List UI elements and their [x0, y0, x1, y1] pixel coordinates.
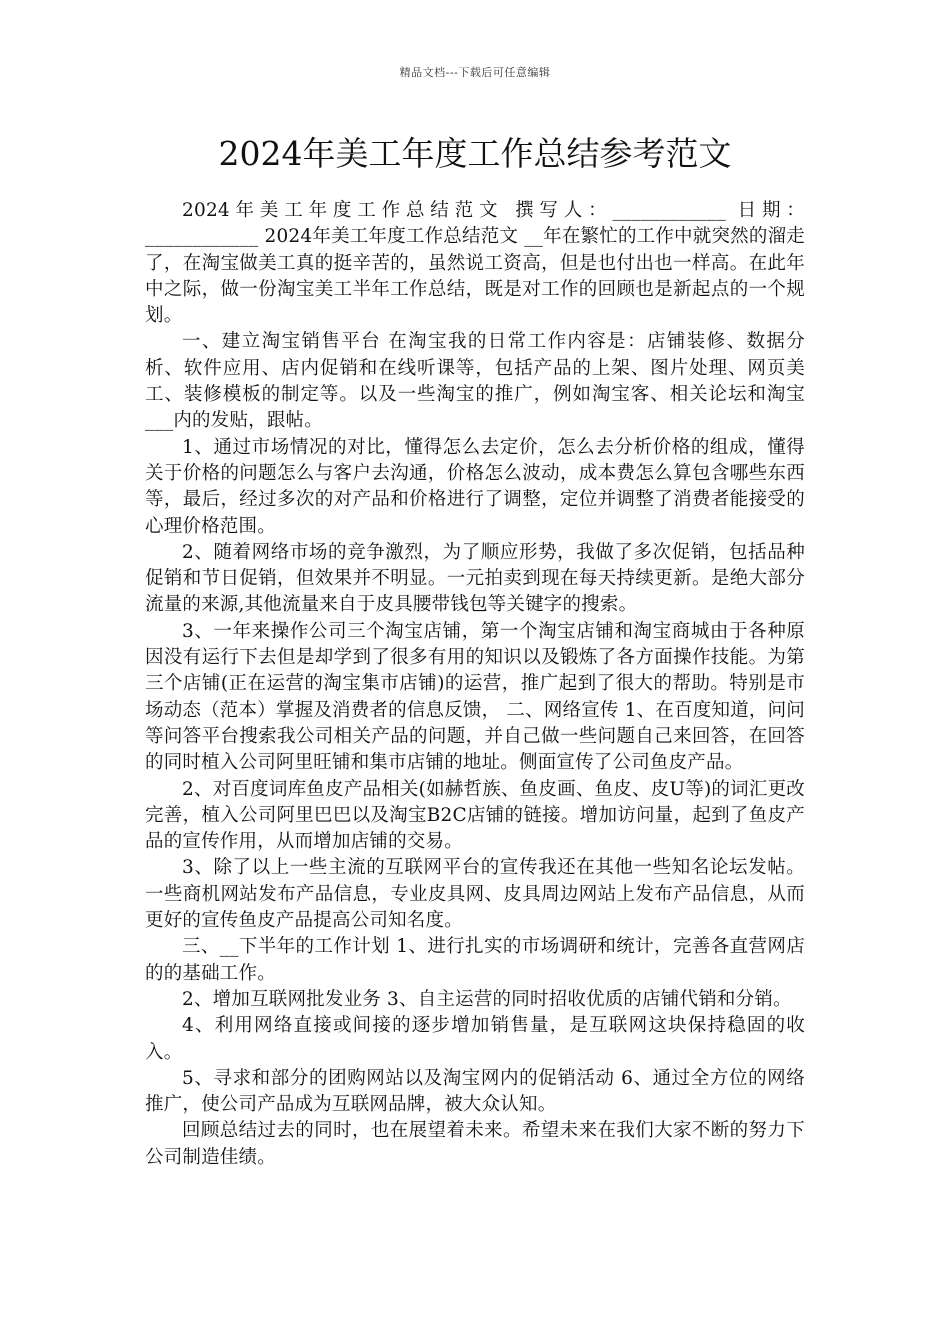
paragraph-item: 4、利用网络直接或间接的逐步增加销售量，是互联网这块保持稳固的收入。	[145, 1015, 805, 1063]
paragraph-item: 2、随着网络市场的竞争激烈，为了顺应形势，我做了多次促销，包括品种促销和节日促销，但效果并不明显。一元拍卖到现在每天持续更新。是绝大部分流量的来源,其他流量来自于皮具腰带钱包等关键字的搜索。	[145, 541, 805, 616]
document-title: 2024年美工年度工作总结参考范文	[218, 134, 732, 173]
paragraph-intro: 2024年美工年度工作总结范文 撰写人：____________ 日期：____________ 2024年美工年度工作总结范文 __年在繁忙的工作中就突然的溜走了，在淘宝做美工真的挺辛苦的，虽然说工资高，但是也付出也一样高。在此年中之际，做一份淘宝美工半年工作总结，既是对工作的回顾也是新起点的一个规划。	[145, 200, 805, 327]
paragraph-section-3: 三、__下半年的工作计划 1、进行扎实的市场调研和统计，完善各直营网店的的基础工作。	[145, 936, 805, 984]
paragraph-item: 3、一年来操作公司三个淘宝店铺，第一个淘宝店铺和淘宝商城由于各种原因没有运行下去但是却学到了很多有用的知识以及锻炼了各方面操作技能。为第三个店铺(正在运营的淘宝集市店铺)的运营，推广起到了很大的帮助。特别是市场动态（范本）掌握及消费者的信息反馈， 二、网络宣传 1、在百度知道，问问等问答平台搜索我公司相关产品的问题，并自己做一些问题自己来回答，在回答的同时植入公司阿里旺铺和集市店铺的地址。侧面宣传了公司鱼皮产品。	[145, 620, 805, 774]
paragraph-conclusion: 回顾总结过去的同时，也在展望着未来。希望未来在我们大家不断的努力下公司制造佳绩。	[145, 1120, 805, 1168]
paragraph-item: 5、寻求和部分的团购网站以及淘宝网内的促销活动 6、通过全方位的网络推广，使公司产品成为互联网品牌，被大众认知。	[145, 1067, 805, 1116]
paragraph-item: 2、对百度词库鱼皮产品相关(如赫哲族、鱼皮画、鱼皮、皮U等)的词汇更改完善，植入公司阿里巴巴以及淘宝B2C店铺的链接。增加访问量，起到了鱼皮产品的宣传作用，从而增加店铺的交易。	[145, 778, 805, 853]
paragraph-item: 2、增加互联网批发业务 3、自主运营的同时招收优质的店铺代销和分销。	[182, 988, 792, 1010]
document-body	[145, 198, 805, 1171]
paragraph-section-1: 一、建立淘宝销售平台 在淘宝我的日常工作内容是：店铺装修、数据分析、软件应用、店内促销和在线听课等，包括产品的上架、图片处理、网页美工、装修模板的制定等。以及一些淘宝的推广，例如淘宝客、相关论坛和淘宝___内的发贴，跟帖。	[145, 331, 805, 432]
paragraph-item: 3、除了以上一些主流的互联网平台的宣传我还在其他一些知名论坛发帖。一些商机网站发布产品信息，专业皮具网、皮具周边网站上发布产品信息，从而更好的宣传鱼皮产品提高公司知名度。	[145, 857, 805, 932]
page-header-note: 精品文档---下载后可任意编辑	[399, 66, 551, 79]
paragraph-item: 1、通过市场情况的对比，懂得怎么去定价，怎么去分析价格的组成，懂得关于价格的问题怎么与客户去沟通，价格怎么波动，成本费怎么算包含哪些东西等，最后，经过多次的对产品和价格进行了调整，定位并调整了消费者能接受的心理价格范围。	[145, 436, 805, 537]
